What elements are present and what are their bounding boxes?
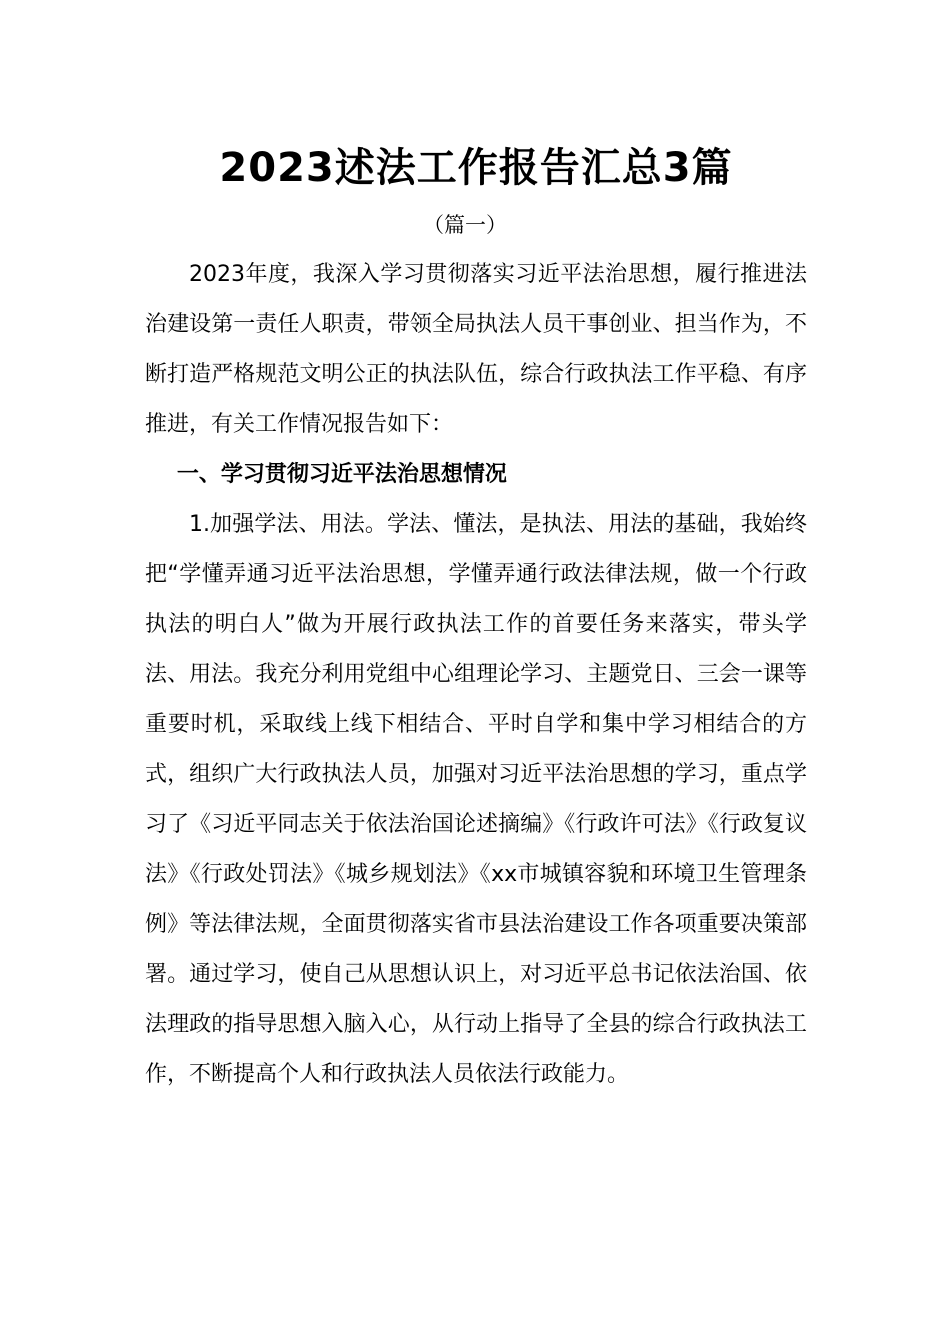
document-subtitle: （篇一）	[423, 213, 507, 237]
document-title: 2023述法工作报告汇总3篇	[219, 145, 733, 191]
section-heading: 一、学习贯彻习近平法治思想情况	[176, 462, 507, 487]
intro-paragraph: 2023年度，我深入学习贯彻落实习近平法治思想，履行推进法治建设第一责任人职责，带领全局执法人员干事创业、担当作为，不断打造严格规范文明公正的执法队伍，综合行政执法工作平稳、有序推进，有关工作情况报告如下：	[145, 262, 807, 437]
body-paragraph: 1.加强学法、用法。学法、懂法，是执法、用法的基础，我始终把“学懂弄通习近平法治思想，学懂弄通行政法律法规，做一个行政执法的明白人”做为开展行政执法工作的首要任务来落实，带头学法、用法。我充分利用党组中心组理论学习、主题党日、三会一课等重要时机，采取线上线下相结合、平时自学和集中学习相结合的方式，组织广大行政执法人员，加强对习近平法治思想的学习，重点学习了《习近平同志关于依法治国论述摘编》《行政许可法》《行政复议法》《行政处罚法》《城乡规划法》《xx市城镇容貌和环境卫生管理条例》等法律法规，全面贯彻落实省市县法治建设工作各项重要决策部署。通过学习，使自己从思想认识上，对习近平总书记依法治国、依法理政的指导思想入脑入心，从行动上指导了全县的综合行政执法工作，不断提高个人和行政执法人员依法行政能力。	[145, 512, 807, 1087]
